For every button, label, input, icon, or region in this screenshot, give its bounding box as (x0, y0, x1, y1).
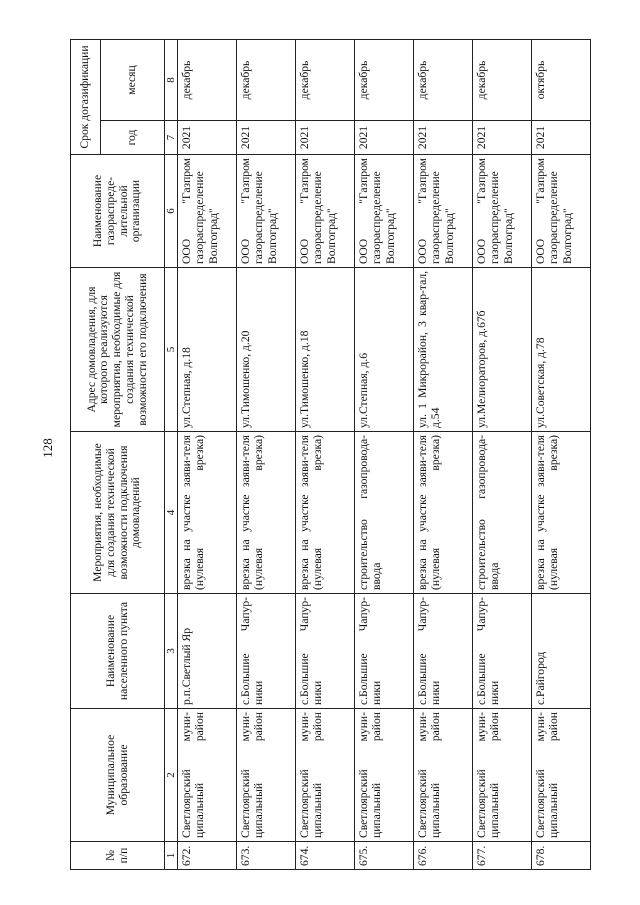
municipality: Светлоярский муни-ципальный район (473, 709, 532, 842)
gasification-table (70, 39, 591, 870)
row-number: 673. (237, 842, 296, 870)
municipality: Светлоярский муни-ципальный район (296, 709, 355, 842)
month: декабрь (178, 39, 237, 120)
year: 2021 (414, 121, 473, 155)
table-row (237, 39, 296, 869)
col-number: 4 (165, 432, 178, 594)
col-number: 6 (165, 155, 178, 268)
measure: строительство газопровода-ввода (355, 432, 414, 594)
header-year: год (101, 121, 165, 155)
measure: врезка на участке заяви-теля (нулевая врезка) (532, 432, 591, 594)
address: ул.Мелиораторов, д.67б (473, 268, 532, 432)
year: 2021 (473, 121, 532, 155)
header-measures: Мероприятия, необходимые для создания технической возможности подключения домовладений (71, 432, 165, 594)
row-number: 675. (355, 842, 414, 870)
measure: врезка на участке заяви-теля (нулевая врезка) (237, 432, 296, 594)
table-row (355, 39, 414, 869)
rotated-table-container (70, 40, 578, 870)
year: 2021 (237, 121, 296, 155)
header-settlement: Наименование населенного пункта (71, 594, 165, 709)
municipality: Светлоярский муни-ципальный район (178, 709, 237, 842)
row-number: 676. (414, 842, 473, 870)
year: 2021 (178, 121, 237, 155)
settlement: с.Большие Чапур-ники (296, 594, 355, 709)
settlement: с.Большие Чапур-ники (237, 594, 296, 709)
table-body (178, 39, 591, 869)
table-row (473, 39, 532, 869)
gas-org: ООО "Газпром газораспределение Волгоград" (414, 155, 473, 268)
header-deadline: Срок догазификации (71, 39, 101, 154)
header-municipality: Муниципальное образование (71, 709, 165, 842)
table-row (178, 39, 237, 869)
address: ул.Советская, д.78 (532, 268, 591, 432)
municipality: Светлоярский муни-ципальный район (237, 709, 296, 842)
municipality: Светлоярский муни-ципальный район (414, 709, 473, 842)
table-row (532, 39, 591, 869)
municipality: Светлоярский муни-ципальный район (532, 709, 591, 842)
settlement: с.Большие Чапур-ники (355, 594, 414, 709)
gas-org: ООО "Газпром газораспределение Волгоград" (355, 155, 414, 268)
header-gas-org: Наименование газораспреде-лительной организации (71, 155, 165, 268)
month: декабрь (296, 39, 355, 120)
table-header (71, 39, 178, 869)
header-address: Адрес домовладения, для которого реализуются мероприятия, необходимые для создания технической возможности его подключения (71, 268, 165, 432)
address: ул.Тимошенко, д.20 (237, 268, 296, 432)
gas-org: ООО "Газпром газораспределение Волгоград" (296, 155, 355, 268)
settlement: с.Большие Чапур-ники (473, 594, 532, 709)
measure: строительство газопровода-ввода (473, 432, 532, 594)
row-number: 677. (473, 842, 532, 870)
month: декабрь (473, 39, 532, 120)
measure: врезка на участке заяви-теля (нулевая врезка) (178, 432, 237, 594)
column-number-row (165, 39, 178, 869)
table-row (414, 39, 473, 869)
header-month: месяц (101, 39, 165, 120)
month: октябрь (532, 39, 591, 120)
month: декабрь (355, 39, 414, 120)
address: ул. 1 Микрорайон, 3 квар-тал, д.54 (414, 268, 473, 432)
month: декабрь (414, 39, 473, 120)
settlement: р.п.Светлый Яр (178, 594, 237, 709)
row-number: 672. (178, 842, 237, 870)
address: ул.Степная, д.6 (355, 268, 414, 432)
row-number: 678. (532, 842, 591, 870)
address: ул.Тимошенко, д.18 (296, 268, 355, 432)
col-number: 8 (165, 39, 178, 120)
settlement: с.Райгород (532, 594, 591, 709)
gas-org: ООО "Газпром газораспределение Волгоград" (237, 155, 296, 268)
year: 2021 (355, 121, 414, 155)
address: ул.Степная, д.18 (178, 268, 237, 432)
year: 2021 (296, 121, 355, 155)
municipality: Светлоярский муни-ципальный район (355, 709, 414, 842)
measure: врезка на участке заяви-теля (нулевая врезка) (296, 432, 355, 594)
gas-org: ООО "Газпром газораспределение Волгоград" (178, 155, 237, 268)
gas-org: ООО "Газпром газораспределение Волгоград" (473, 155, 532, 268)
settlement: с.Большие Чапур-ники (414, 594, 473, 709)
col-number: 3 (165, 594, 178, 709)
row-number: 674. (296, 842, 355, 870)
page-number: 128 (40, 438, 55, 458)
table-row (296, 39, 355, 869)
col-number: 2 (165, 709, 178, 842)
measure: врезка на участке заяви-теля (нулевая врезка) (414, 432, 473, 594)
header-number: № п/п (71, 842, 165, 870)
gas-org: ООО "Газпром газораспределение Волгоград" (532, 155, 591, 268)
year: 2021 (532, 121, 591, 155)
col-number: 1 (165, 842, 178, 870)
col-number: 7 (165, 121, 178, 155)
month: декабрь (237, 39, 296, 120)
col-number: 5 (165, 268, 178, 432)
